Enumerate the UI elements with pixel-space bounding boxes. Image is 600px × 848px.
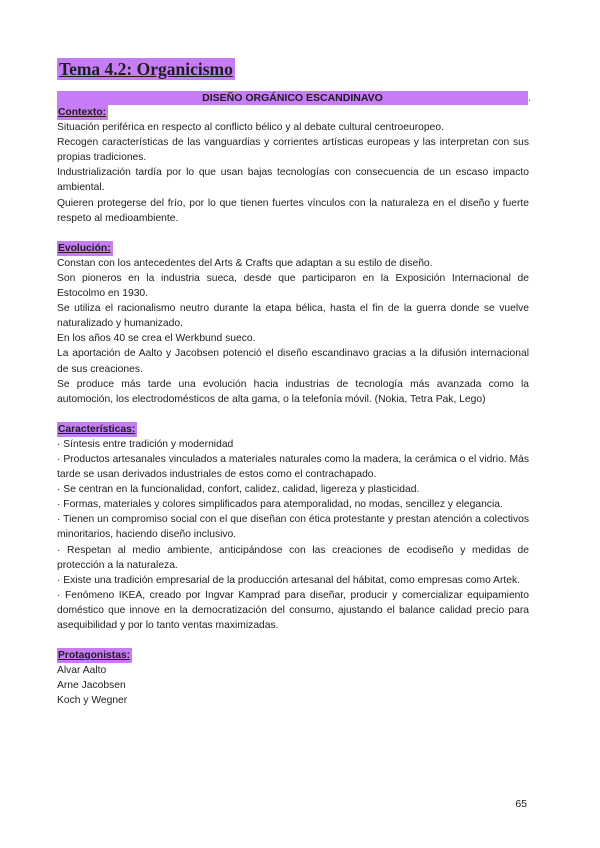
list-item: · Síntesis entre tradición y modernidad — [57, 438, 234, 450]
section-evolucion — [57, 241, 529, 407]
list-item: · Fenómeno IKEA, creado por Ingvar Kamprad para diseñar, producir y comercializar equipamiento doméstico que innove en la democratización del consumo, ajustando el balance calidad precio para asequibilidad y por lo tanto ventas maximizadas. — [57, 589, 529, 631]
section-heading-bar — [57, 91, 531, 105]
paragraph: Son pioneros en la industria sueca, desde que participaron en la Exposición Internacional de Estocolmo en 1930. — [57, 272, 529, 300]
heading-mark: . — [528, 92, 531, 104]
list-item: · Formas, materiales y colores simplificados para atemporalidad, no modas, sencillez y elegancia. — [57, 499, 503, 511]
list-item: · Se centran en la funcionalidad, confort, calidez, calidad, ligereza y plasticidad. — [57, 484, 420, 496]
page-number: 65 — [515, 798, 527, 810]
content-body — [57, 105, 529, 708]
paragraph: Se utiliza el racionalismo neutro durante la etapa bélica, hasta el fin de la guerra donde se vuelve naturalizado y humanizado. — [57, 303, 529, 330]
paragraph: La aportación de Aalto y Jacobsen potenció el diseño escandinavo gracias a la difusión internacional de sus creaciones. — [57, 348, 529, 375]
paragraph: Recogen características de las vanguardias y corrientes artísticas europeas y las interpretan con sus propias tradiciones. — [57, 137, 529, 164]
paragraph: Industrialización tardía por lo que usan bajas tecnologías con consecuencia de un escaso impacto ambiental. — [57, 167, 529, 194]
paragraph: Situación periférica en respecto al conflicto bélico y al debate cultural centroeuropeo. — [57, 122, 444, 134]
section-heading: DISEÑO ORGÁNICO ESCANDINAVO — [202, 92, 383, 104]
section-label-protagonistas: Protagonistas: — [57, 648, 132, 663]
list-item: · Respetan al medio ambiente, anticipándose con las creaciones de ecodiseño y medidas de protección a la naturaleza. — [57, 544, 529, 571]
section-label-caracteristicas: Características: — [57, 422, 137, 437]
list-item: · Productos artesanales vinculados a materiales naturales como la madera, la cerámica o el vidrio. Más tarde se usan derivados industriales de estos como el contrachapado. — [57, 453, 529, 481]
section-protagonistas — [57, 648, 529, 708]
section-label-evolucion: Evolución: — [57, 241, 113, 256]
page-title: Tema 4.2: Organicismo — [59, 59, 233, 79]
section-contexto — [57, 105, 529, 226]
paragraph: Quieren protegerse del frío, por lo que tienen fuertes vínculos con la naturaleza en el diseño y fuerte respeto al medioambiente. — [57, 197, 529, 224]
list-item: Koch y Wegner — [57, 695, 128, 707]
paragraph: Constan con los antecedentes del Arts & Crafts que adaptan a su estilo de diseño. — [57, 257, 433, 269]
section-label-contexto: Contexto: — [57, 105, 108, 120]
list-item: Alvar Aalto — [57, 665, 107, 677]
list-item: · Tienen un compromiso social con el que diseñan con ética protestante y prestan atención a colectivos minoritarios, haciendo diseño inclusivo. — [57, 514, 529, 541]
section-caracteristicas — [57, 422, 529, 633]
paragraph: Se produce más tarde una evolución hacia industrias de tecnología más avanzada como la automoción, los electrodomésticos de alta gama, o la telefonía móvil. (Nokia, Tetra Pak, Lego) — [57, 378, 529, 405]
list-item: Arne Jacobsen — [57, 680, 126, 692]
list-item: · Existe una tradición empresarial de la producción artesanal del hábitat, como empresas como Artek. — [57, 574, 521, 586]
paragraph: En los años 40 se crea el Werkbund sueco. — [57, 333, 256, 345]
